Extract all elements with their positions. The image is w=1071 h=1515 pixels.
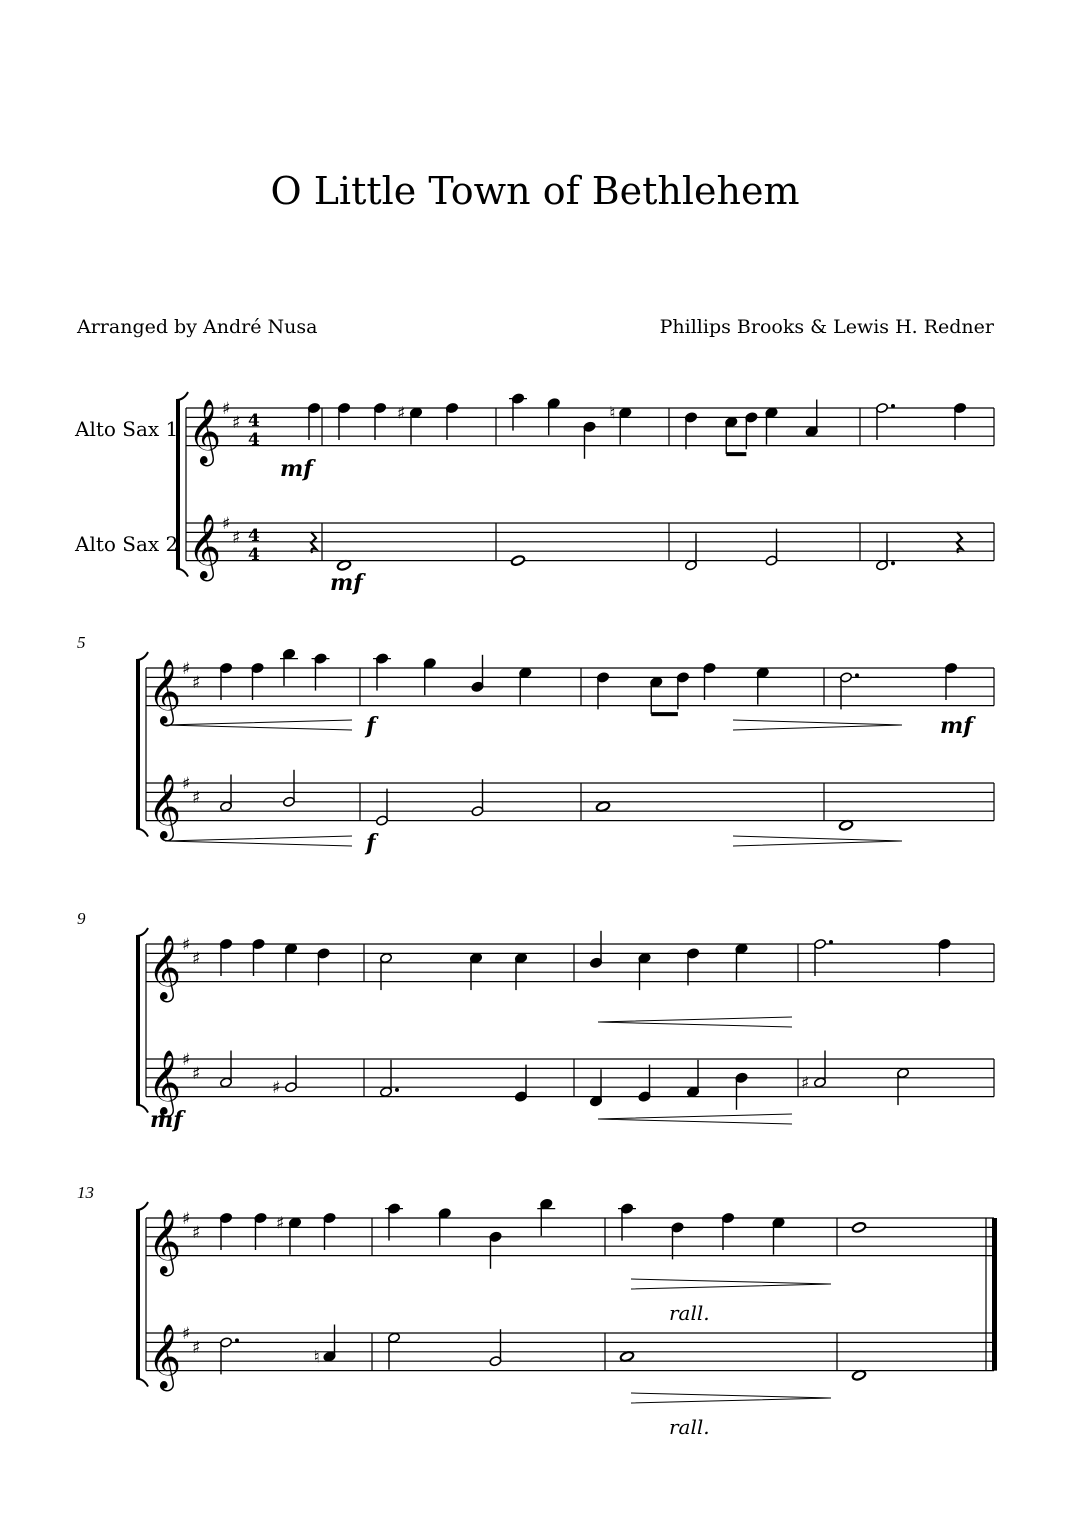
key-sharp-icon: ♯ <box>182 1209 191 1229</box>
system-bracket <box>176 392 188 400</box>
augmentation-dot <box>891 404 895 408</box>
crescendo-hairpin <box>165 836 352 846</box>
decrescendo-hairpin <box>733 836 902 846</box>
augmentation-dot <box>395 1088 399 1092</box>
treble-clef-icon: 𝄞 <box>148 1209 182 1274</box>
system-bracket <box>136 829 148 837</box>
quarter-rest-icon <box>957 532 962 553</box>
system-bracket <box>136 1379 148 1387</box>
decrescendo-hairpin <box>631 1279 831 1289</box>
key-sharp-icon: ♯ <box>182 1324 191 1344</box>
measure-number: 5 <box>77 633 86 652</box>
key-sharp-icon: ♯ <box>182 935 191 955</box>
time-signature-bottom: 4 <box>248 545 260 565</box>
sharp-accidental-icon: ♯ <box>801 1073 810 1094</box>
treble-clef-icon: 𝄞 <box>148 935 182 1000</box>
key-sharp-icon: ♯ <box>182 659 191 679</box>
sharp-accidental-icon: ♯ <box>272 1078 281 1099</box>
final-barline <box>992 1218 997 1371</box>
crescendo-hairpin <box>598 1114 792 1124</box>
music-notation <box>77 392 997 1439</box>
treble-clef-icon: 𝄞 <box>148 1050 182 1115</box>
instrument-name-sax1: Alto Sax 1 <box>75 417 179 441</box>
sharp-accidental-icon: ♯ <box>397 403 406 424</box>
treble-clef-icon: 𝄞 <box>188 399 222 464</box>
note-sax1 <box>852 1222 867 1234</box>
note-sax2 <box>511 555 526 567</box>
rall-marking: rall. <box>669 1415 710 1439</box>
key-sharp-icon: ♯ <box>192 1064 201 1085</box>
dynamic-mf: mf <box>330 570 363 596</box>
measure-number: 13 <box>77 1183 94 1202</box>
augmentation-dot <box>855 673 859 677</box>
dynamic-f: f <box>366 830 376 856</box>
decrescendo-hairpin <box>631 1393 831 1403</box>
augmentation-dot <box>235 1338 239 1342</box>
key-sharp-icon: ♯ <box>192 949 201 970</box>
key-sharp-icon: ♯ <box>182 1050 191 1070</box>
dynamic-mf: mf <box>940 713 973 739</box>
crescendo-hairpin <box>165 720 352 730</box>
key-sharp-icon: ♯ <box>232 413 241 434</box>
dynamic-mf: mf <box>280 456 313 482</box>
sharp-accidental-icon: ♯ <box>276 1213 285 1234</box>
key-sharp-icon: ♯ <box>232 528 241 549</box>
augmentation-dot <box>829 940 833 944</box>
rall-marking: rall. <box>669 1301 710 1325</box>
key-sharp-icon: ♯ <box>182 774 191 794</box>
dynamic-mf: mf <box>150 1107 183 1133</box>
treble-clef-icon: 𝄞 <box>148 774 182 839</box>
natural-accidental-icon: ♮ <box>313 1347 320 1368</box>
arranger-credit: Arranged by André Nusa <box>77 316 318 338</box>
measure-number: 9 <box>77 909 86 928</box>
key-sharp-icon: ♯ <box>192 673 201 694</box>
system-bracket <box>136 1202 148 1210</box>
key-sharp-icon: ♯ <box>192 1223 201 1244</box>
key-sharp-icon: ♯ <box>192 1338 201 1359</box>
system-bracket <box>136 928 148 936</box>
augmentation-dot <box>891 561 895 565</box>
natural-accidental-icon: ♮ <box>609 403 616 424</box>
decrescendo-hairpin <box>733 720 902 730</box>
system-bracket <box>176 569 188 577</box>
time-signature-top: 4 <box>248 411 260 431</box>
instrument-name-sax2: Alto Sax 2 <box>75 532 179 556</box>
system-bracket <box>136 1105 148 1113</box>
page-title: O Little Town of Bethlehem <box>270 169 800 213</box>
quarter-rest-icon <box>311 532 316 553</box>
dynamic-f: f <box>366 713 376 739</box>
treble-clef-icon: 𝄞 <box>188 514 222 579</box>
system-bracket <box>136 652 148 660</box>
crescendo-hairpin <box>598 1017 792 1027</box>
composer-credit: Phillips Brooks & Lewis H. Redner <box>659 316 994 338</box>
key-sharp-icon: ♯ <box>222 399 231 419</box>
time-signature-top: 4 <box>248 526 260 546</box>
treble-clef-icon: 𝄞 <box>148 1324 182 1389</box>
treble-clef-icon: 𝄞 <box>148 659 182 724</box>
time-signature-bottom: 4 <box>248 430 260 450</box>
key-sharp-icon: ♯ <box>222 514 231 534</box>
key-sharp-icon: ♯ <box>192 788 201 809</box>
